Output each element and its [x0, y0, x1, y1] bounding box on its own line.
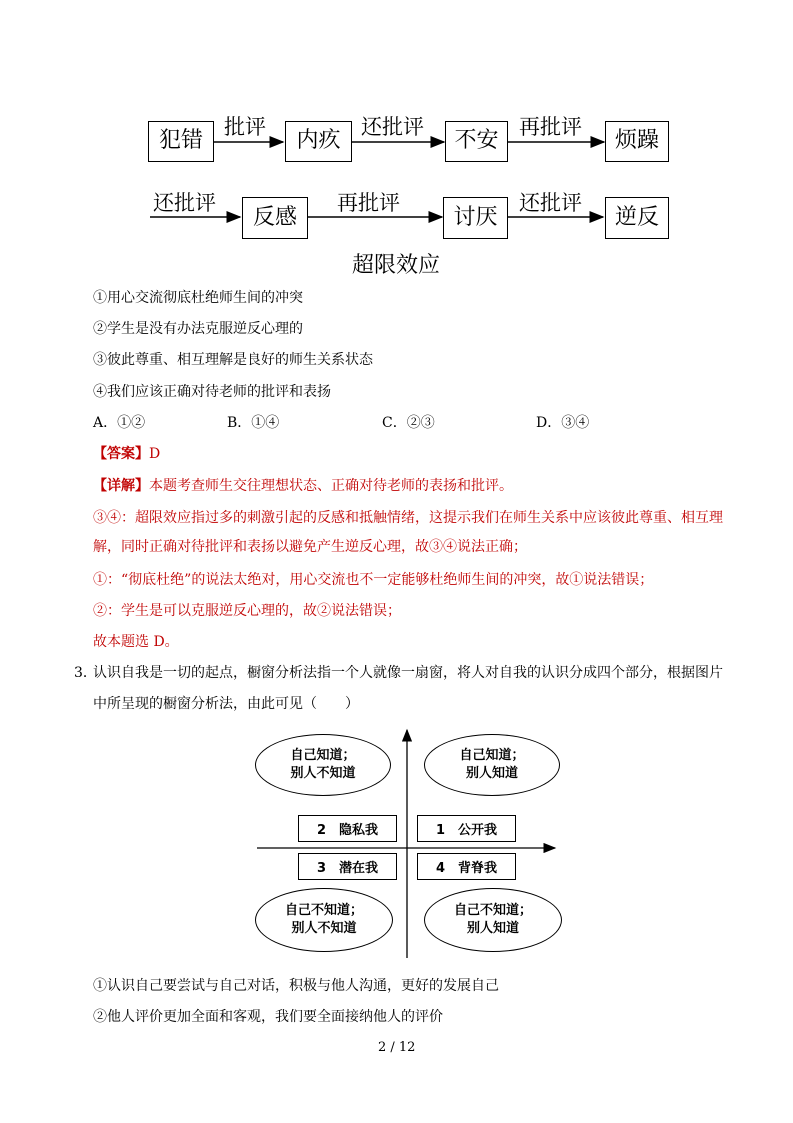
detail-tag: 【详解】 — [93, 478, 149, 494]
statement: ③彼此尊重、相互理解是良好的师生关系状态 — [93, 352, 373, 368]
answer-value: D — [149, 446, 161, 462]
box-potential-self: 3 潜在我 — [298, 853, 397, 880]
flow-arrow-label: 再批评 — [519, 115, 582, 139]
explanation: 解，同时正确对待批评和表扬以避免产生逆反心理，故③④说法正确； — [93, 539, 527, 555]
statement: ①用心交流彻底杜绝师生间的冲突 — [93, 290, 303, 306]
statement: ①认识自己要尝试与自己对话，积极与他人沟通，更好的发展自己 — [93, 978, 499, 994]
explanation: ①：“彻底杜绝”的说法太绝对，用心交流也不一定能够杜绝师生间的冲突，故①说法错误； — [93, 572, 654, 588]
option-a: A．①② — [93, 415, 146, 431]
flow-box: 逆反 — [605, 197, 669, 239]
quadrant-ellipse-top-left — [255, 734, 391, 796]
conclusion: 故本题选 D。 — [93, 634, 179, 650]
question-stem: 认识自我是一切的起点，橱窗分析法指一个人就像一扇窗，将人对自我的认识分成四个部分，根据图片 — [93, 665, 723, 681]
flow-arrow-label: 批评 — [224, 115, 266, 139]
flow-arrow-label: 还批评 — [519, 191, 582, 215]
quadrant-ellipse-bottom-left — [255, 888, 393, 952]
box-public-self: 1 公开我 — [417, 815, 516, 842]
flow-box: 不安 — [445, 121, 508, 162]
quadrant-ellipse-top-right — [424, 734, 560, 796]
flow-arrow-label: 再批评 — [337, 191, 400, 215]
page-number: 2 / 12 — [378, 1040, 416, 1055]
flow-box: 烦躁 — [605, 121, 669, 162]
question-stem: 中所呈现的橱窗分析法，由此可见（ ） — [93, 696, 359, 712]
statement: ④我们应该正确对待老师的批评和表扬 — [93, 384, 331, 400]
question-number: 3． — [74, 665, 97, 681]
flow-arrow-label: 还批评 — [153, 191, 216, 215]
statement: ②学生是没有办法克服逆反心理的 — [93, 321, 303, 337]
ellipse-line: 自己知道； — [459, 748, 525, 763]
detail-text: 本题考查师生交往理想状态、正确对待老师的表扬和批评。 — [149, 478, 513, 494]
box-private-self: 2 隐私我 — [298, 815, 397, 842]
answer-tag: 【答案】 — [93, 446, 149, 462]
flow-box: 讨厌 — [443, 197, 508, 239]
ellipse-line: 自己不知道； — [453, 903, 532, 918]
quadrant-ellipse-bottom-right — [424, 888, 562, 952]
ellipse-line: 别人知道 — [465, 766, 518, 781]
ellipse-line: 自己不知道； — [284, 903, 363, 918]
flow-box: 反感 — [242, 197, 308, 239]
ellipse-line: 自己知道； — [290, 748, 356, 763]
flow-arrow-label: 还批评 — [361, 115, 424, 139]
explanation: ②：学生是可以克服逆反心理的，故②说法错误； — [93, 603, 401, 619]
explanation: ③④：超限效应指过多的刺激引起的反感和抵触情绪，这提示我们在师生关系中应该彼此尊重、相互理 — [93, 510, 723, 526]
option-b: B．①④ — [227, 415, 280, 431]
option-c: C．②③ — [382, 415, 435, 431]
ellipse-line: 别人知道 — [466, 921, 519, 936]
diagram-caption: 超限效应 — [352, 253, 441, 278]
box-blind-self: 4 背脊我 — [417, 853, 516, 880]
flow-box: 内疚 — [285, 121, 352, 162]
option-d: D．③④ — [536, 415, 590, 431]
ellipse-line: 别人不知道 — [291, 921, 357, 936]
statement: ②他人评价更加全面和客观，我们要全面接纳他人的评价 — [93, 1009, 443, 1025]
flow-box: 犯错 — [148, 121, 214, 162]
ellipse-line: 别人不知道 — [290, 766, 356, 781]
